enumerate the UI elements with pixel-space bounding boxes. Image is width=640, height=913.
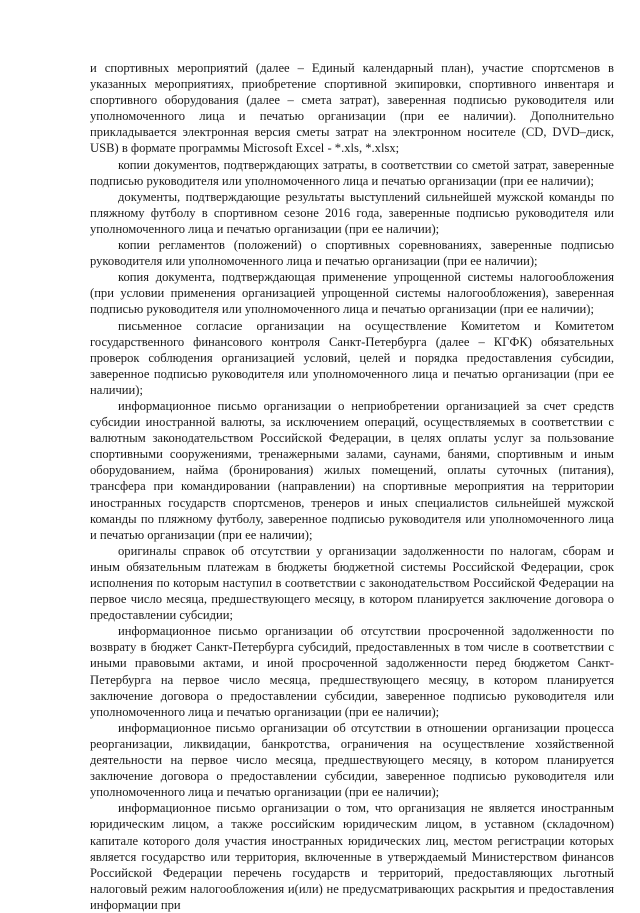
paragraph: и спортивных мероприятий (далее – Единый календарный план), участие спортсменов в указанных мероприятиях, приобретение спортивной экипировки, спортивного инвентаря и спортивного оборудования (далее – смета затрат), заверенная подписью руководителя или уполномоченного лица и печатью организации (при ее наличии). Дополнительно прикладывается электронная версия сметы затрат на электронном носителе (CD, DVD–диск, USB) в формате программы Microsoft Excel - *.xls, *.xlsx;	[90, 61, 614, 156]
paragraph: информационное письмо организации об отсутствии просроченной задолженности по возврату в бюджет Санкт-Петербурга субсидий, предоставленных в том числе в соответствии с иными правовыми актами, и иной просроченной задолженности перед бюджетом Санкт-Петербурга на первое число месяца, предшествующего месяцу, в котором планируется заключение договора о предоставлении субсидии, заверенное подписью руководителя или уполномоченного лица и печатью организации (при ее наличии);	[90, 624, 614, 719]
paragraph: письменное согласие организации на осуществление Комитетом и Комитетом государственного финансового контроля Санкт-Петербурга (далее – КГФК) обязательных проверок соблюдения организацией условий, целей и порядка предоставления субсидии, заверенное подписью руководителя или уполномоченного лица и печатью организации (при ее наличии);	[90, 318, 614, 397]
paragraph: документы, подтверждающие результаты выступлений сильнейшей мужской команды по пляжному футболу в спортивном сезоне 2016 года, заверенные подписью руководителя или уполномоченного лица и печатью организации (при ее наличии);	[90, 189, 614, 236]
paragraph: информационное письмо организации о том, что организация не является иностранным юридическим лицом, а также российским юридическим лицом, в уставном (складочном) капитале которого доля участия иностранных юридических лиц, местом регистрации которых является государство или территория, включенные в утверждаемый Министерством финансов Российской Федерации перечень государств и территорий, предоставляющих льготный налоговый режим налогообложения и(или) не предусматривающих раскрытия и предоставления информации при	[90, 801, 614, 912]
paragraph: оригиналы справок об отсутствии у организации задолженности по налогам, сборам и иным обязательным платежам в бюджеты бюджетной системы Российской Федерации, срок исполнения по которым наступил в соответствии с законодательством Российской Федерации на первое число месяца, предшествующего месяцу, в котором планируется заключение договора о предоставлении субсидии;	[90, 543, 614, 623]
paragraph: копии документов, подтверждающих затраты, в соответствии со сметой затрат, заверенные подписью руководителя или уполномоченного лица и печатью организации (при ее наличии);	[90, 157, 614, 188]
paragraph: информационное письмо организации о неприобретении организацией за счет средств субсидии иностранной валюты, за исключением операций, осуществляемых в соответствии с валютным законодательством Российской Федерации, в целях оплаты услуг за пользование спортивными сооружениями, тренажерными залами, саунами, банями, спортивным и иным оборудованием, найма (бронирования) жилых помещений, оплаты суточных (питания), трансфера при командировании (направлении) на спортивные мероприятия на территории иностранных государств спортсменов, тренеров и иных специалистов сильнейшей мужской команды по пляжному футболу, заверенное подписью руководителя или уполномоченного лица и печатью организации (при ее наличии);	[90, 398, 614, 542]
paragraph: копия документа, подтверждающая применение упрощенной системы налогообложения (при условии применения организацией упрощенной системы налогообложения), заверенная подписью руководителя или уполномоченного лица и печатью организации (при ее наличии);	[90, 270, 614, 317]
paragraph: информационное письмо организации об отсутствии в отношении организации процесса реорганизации, ликвидации, банкротства, ограничения на осуществление хозяйственной деятельности на первое число месяца, предшествующего месяцу, в котором планируется заключение договора о предоставлении субсидии, заверенное подписью руководителя или уполномоченного лица и печатью организации (при ее наличии);	[90, 720, 614, 800]
document-body	[90, 60, 614, 913]
paragraph: копии регламентов (положений) о спортивных соревнованиях, заверенные подписью руководителя или уполномоченного лица и печатью организации (при ее наличии);	[90, 238, 614, 269]
